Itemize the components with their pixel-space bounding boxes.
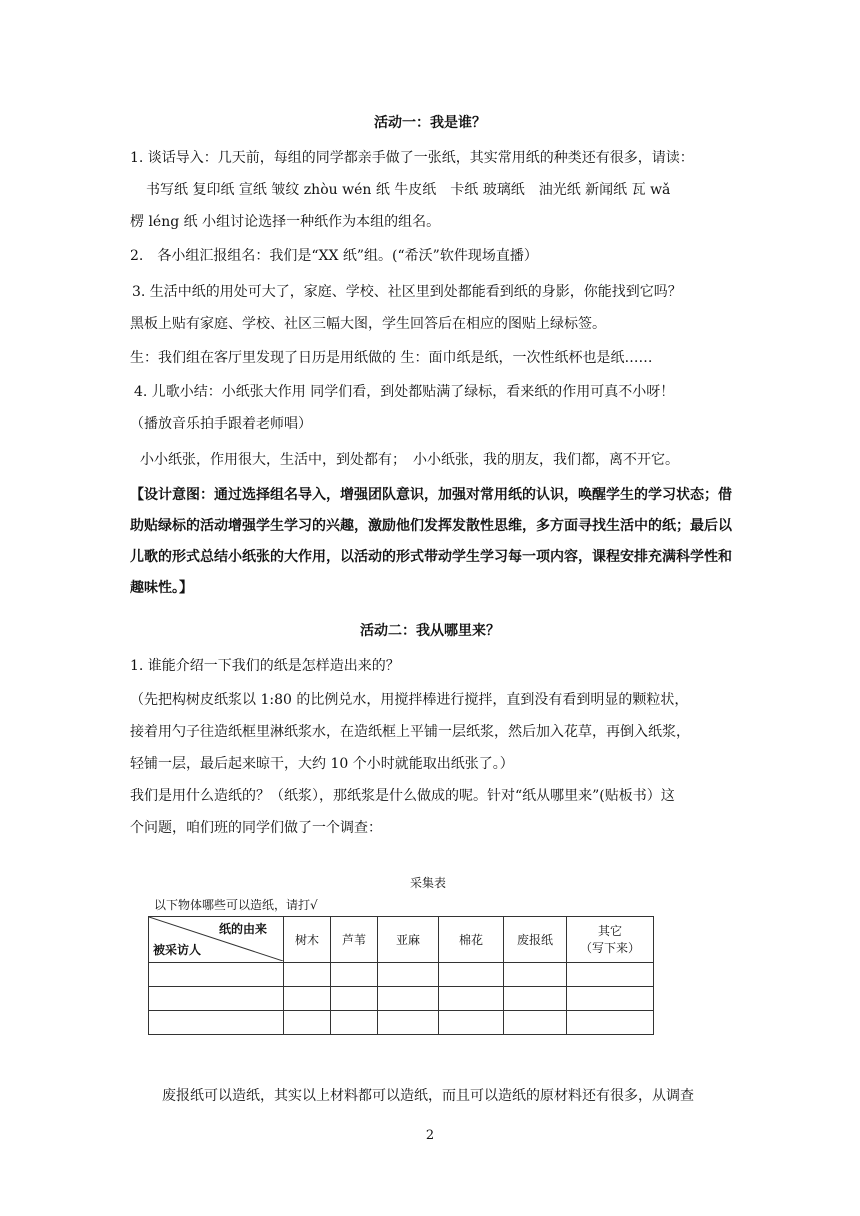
activity1-heading: 活动一：我是谁？	[374, 115, 486, 131]
activity2-heading: 活动二：我从哪里来？	[360, 623, 500, 639]
paragraph: 接着用勺子往造纸框里淋纸浆水，在造纸框上平铺一层纸浆，然后加入花草，再倒入纸浆，	[130, 724, 690, 740]
paragraph: 1. 谈话导入：几天前，每组的同学都亲手做了一张纸，其实常用纸的种类还有很多，请读：	[130, 150, 694, 166]
column-header: 树木	[284, 917, 331, 963]
column-header-other	[567, 917, 654, 963]
paragraph: 4. 儿歌小结：小纸张大作用 同学们看，到处都贴满了绿标，看来纸的作用可真不小呀！	[134, 384, 675, 400]
table-row	[149, 963, 654, 987]
paragraph: 楞 léng 纸 小组讨论选择一种纸作为本组的组名。	[130, 214, 441, 230]
corner-header-cell	[149, 917, 284, 963]
paragraph: 黑板上贴有家庭、学校、社区三幅大图，学生回答后在相应的图贴上绿标签。	[130, 316, 606, 332]
other-hint: （写下来）	[579, 940, 640, 955]
design-intent: 【设计意图：通过选择组名导入，增强团队意识，加强对常用纸的认识，唤醒学生的学习状态；借助贴绿标的活动增强学生学习的兴趣，激励他们发挥发散性思维，多方面寻找生活中的纸；最后以儿歌的形式总结小纸张的大作用，以活动的形式带动学生学习每一项内容，课程安排充满科学性和趣味性。】	[130, 487, 732, 596]
paragraph: （播放音乐拍手跟着老师唱）	[130, 416, 312, 432]
corner-bottom-label: 被采访人	[153, 943, 202, 957]
paragraph: 我们是用什么造纸的？（纸浆），那纸浆是什么做成的呢。针对“纸从哪里来”(贴板书）这	[130, 788, 675, 804]
paragraph: 轻铺一层，最后起来晾干，大约 10 个小时就能取出纸张了。）	[130, 756, 514, 772]
table-header-row	[149, 917, 654, 963]
table-row	[149, 1011, 654, 1035]
paragraph: 生：我们组在客厅里发现了日历是用纸做的 生：面巾纸是纸，一次性纸杯也是纸……	[130, 350, 653, 366]
song-lyrics: 小小纸张，作用很大，生活中，到处都有； 小小纸张，我的朋友，我们都，离不开它。	[140, 452, 679, 468]
column-header: 棉花	[439, 917, 504, 963]
table-row	[149, 987, 654, 1011]
survey-table	[148, 916, 654, 1035]
paragraph: 2. 各小组汇报组名：我们是“XX 纸”组。(“希沃”软件现场直播）	[130, 248, 538, 264]
paragraph: 个问题，咱们班的同学们做了一个调查：	[130, 820, 382, 836]
paragraph: 废报纸可以造纸，其实以上材料都可以造纸，而且可以造纸的原材料还有很多，从调查	[162, 1088, 694, 1104]
page-number: 2	[425, 1128, 435, 1143]
corner-top-label: 纸的由来	[218, 922, 267, 936]
column-header: 废报纸	[504, 917, 567, 963]
survey-title: 采集表	[409, 876, 446, 890]
paragraph: 1. 谁能介绍一下我们的纸是怎样造出来的？	[130, 658, 400, 674]
other-label: 其它	[597, 923, 622, 938]
paragraph: 书写纸 复印纸 宣纸 皱纹 zhòu wén 纸 牛皮纸 卡纸 玻璃纸 油光纸 新闻纸 瓦 wǎ	[146, 182, 671, 198]
survey-form	[148, 874, 668, 1044]
survey-instruction: 以下物体哪些可以造纸，请打√	[154, 898, 318, 912]
column-header: 芦苇	[331, 917, 378, 963]
column-header: 亚麻	[378, 917, 439, 963]
paragraph: （先把构树皮纸浆以 1:80 的比例兑水，用搅拌棒进行搅拌，直到没有看到明显的颗粒状，	[130, 692, 689, 708]
paragraph: 3. 生活中纸的用处可大了，家庭、学校、社区里到处都能看到纸的身影，你能找到它吗？	[132, 284, 682, 300]
